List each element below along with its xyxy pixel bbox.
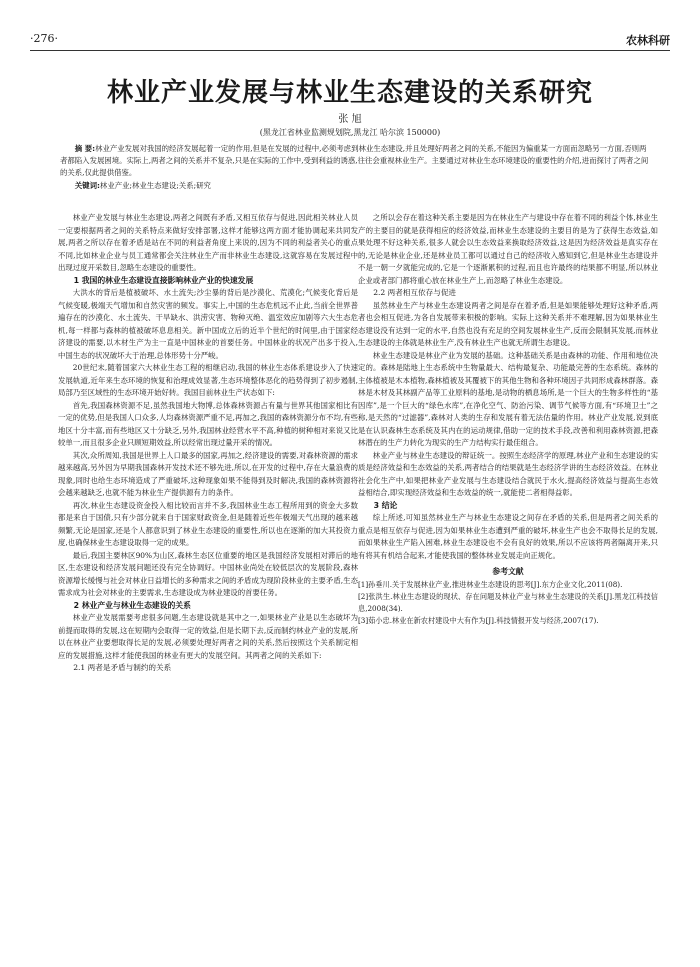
reference-item: [2]张洪生.林业生态建设的现状、存在问题及林业产业与林业生态建设的关系[J].黑龙江科技信息,2008(34). <box>358 591 658 613</box>
paragraph: 最后,我国主要林区90%为山区,森林生态区位重要的地区是我国经济发展相对滞后的地区,生态建设和经济发展问题还没有完全协调好。中国林业尚处在较低层次的发展阶段,森林资源增长缓慢与社会对林业日益增长的多种需求之间的矛盾成为现阶段林业的主要矛盾,生态需求成为社会对林业的主要需求,生态建设成为林业建设的首要任务。 <box>58 550 358 597</box>
paragraph: 其次,众所周知,我国是世界上人口最多的国家,再加之,经济建设的需要,对森林资源的需求越来越高,另外因为早期我国森林开发技术还不够先进,所以,在开发的过程中,存在大量浪费的现象,同时也给生态环境造成了严重破坏,这种现象如果不能得到及时解决,我国的森林资源将会越来越缺乏,也就不能为林业生产提供源有力的条件。 <box>58 450 359 497</box>
paragraph: 虽然林业生产与林业生态建设两者之间是存在着矛盾,但是如果能够处理好这种矛盾,两者也会相互促进,为各自发展带来积极的影响。实际上这种关系并不难理解,因为如果林业生态建设没有达到一定的水平,自然也没有充足的空间发展林业生产,反而会限制其发展,而林业生态建设的主体就是林业生产,没有林业生产也就无所谓生态建设。 <box>358 300 658 347</box>
section-heading: 1 我国的林业生态建设直接影响林业产业的快速发展 <box>73 275 254 285</box>
reference-item: [1]孙垂川.关于发展林业产业,推进林业生态建设的思考[J].东方企业文化,2011(08). <box>358 579 623 589</box>
paper-title: 林业产业发展与林业生态建设的关系研究 <box>106 78 593 108</box>
section-heading: 2 林业产业与林业生态建设的关系 <box>73 600 191 610</box>
keywords-text: 林业产业;林业生态建设;关系;研究 <box>99 180 211 190</box>
journal-name: 农林科研 <box>626 34 670 47</box>
paragraph: 林业产业与林业生态建设的辩证统一。按照生态经济学的原理,林业产业和生态建设的实质是经济效益和生态效益的关系,两者结合的结果就是生态经济学讲的生态经济效益。在林业社会化生产中,如果把林业产业发展与生态建设结合就民于水火,提高经济效益与提高生态效益相结合,即实现经济效益和生态效益的统一,就能使二者相得益彰。 <box>358 450 658 497</box>
paragraph: 之所以会存在着这种关系主要是因为在林业生产与建设中存在着不同的利益个体,林业生产的主要目的就是获得相应的经济效益,而林业生态建设的主要目的是为了获得生态效益,如果处理不好这种关系,很多人就会以生态效益来换取经济效益,这是因为经济效益是真实存在的,无论是林业企业,还是林业员工都可以通过自己的经济收入感知到它,但是林业生态建设并不是一朝一夕就能完成的,它是一个逐渐累积的过程,而且也许最终的结果都不明显,所以林业企业或者部门都将重心放在林业生产上,而忽略了林业生态建设。 <box>358 213 658 285</box>
abstract-text: 林业产业发展对我国的经济发展起着一定的作用,但是在发展的过程中,必须考虑到林业生态建设,并且处理好两者之间的关系,不能因为偏重某一方面而忽略另一方面,否则两者都陷入发展困境。实际上,两者之间的关系并不复杂,只是在实际的工作中,受到利益的诱惑,往往会重视林业生产。主要通过对林业生态环境建设的重要性的介绍,进而探讨了两者之间的关系,仅此提供借鉴。 <box>60 144 649 178</box>
references-heading: 参考文献 <box>492 567 524 576</box>
paragraph: 20世纪末,随着国家六大林业生态工程的相继启动,我国的林业生态体系建设步入了快速发展轨道,近年来生态环境的恢复和治理成效显著,生态环境整体恶化的趋势得到了初步遏制,局部乃至区域性的生态环境开始好转。我国目前林业生产状态如下: <box>58 363 358 397</box>
paragraph: 大洪水的背后是植被破坏、水土流失;沙尘暴的背后是沙漠化、荒漠化;气候变化背后是气候变暖,极端天气增加和自然灾害的频发。事实上,中国的生态危机远不止此,当前全世界普遍存在的沙漠化、水土流失、干旱缺水、洪涝灾害、物种灭绝、温室效应加剧等六大生态危机,每一样都与森林的植被破坏息息相关。新中国成立后的近半个世纪的时间里,由于国家经济建设的需要,以木材生产为主一直是中国林业的首要任务。中国林业的状况产出多于投入,中国生态的状况破坏大于治理,总体形势十分严峻。 <box>58 288 358 360</box>
page-number: ·276· <box>30 32 58 45</box>
running-header <box>30 28 670 48</box>
keywords <box>60 180 650 192</box>
paragraph: 综上所述,可知虽然林业生产与林业生态建设之间存在矛盾的关系,但是两者之间关系的重点是相互依存与促进,因为如果林业生态遭到严重的破坏,林业生产也会不取得长足的发展,而如果林业生产陷入困难,林业生态建设也不会有良好的效果,所以不应该将两者隔离开来,只有将其有机结合起来,才能使我国的整体林业发展走向正规化。 <box>358 513 658 560</box>
paragraph: 首先,我国森林资源不足,虽然我国地大物博,总体森林资源占有量与世界其他国家相比有一定的优势,但是我国人口众多,人均森林资源严重不足,再加之,我国的森林资源分布不均,有些地区十分丰富,而有些地区又十分缺乏,另外,我国林业经营水平不高,种植的树种相对来说又比较单一,而且很多企业只顾短期效益,所以经常出现过量开采的情况。 <box>58 400 358 447</box>
paragraph: 再次,林业生态建设资金投入相比较而言并不多,我国林业生态工程所用到的资金大多数都是来自于国债,只有少部分就来自于国家财政资金,但是随着近些年极端天气出现的越来越频繁,无论是国家,还是个人都意识到了林业生态建设的重要性,所以也在逐渐的加大其投资力度,也确保林业生态建设取得一定的成果。 <box>58 500 358 547</box>
subsection-heading: 2.2 两者相互依存与促进 <box>373 288 457 297</box>
left-column <box>58 212 358 675</box>
header-rule <box>30 50 670 51</box>
paragraph: 林业生态建设是林业产业为发展的基础。这种基础关系是由森林的功能、作用和地位决定的。森林是陆地上生态系统中生物量最大、结构最复杂、功能最完善的生态系统。森林的主体植被是木本植物,森林植被及其覆被下的其他生物和各种环境因子共同形成森林群落。森林是木材及其林副产品等工业原料的基地,是动物的栖息场所,是一个巨大的生物多样性的“基因库”,是一个巨大的“绿色水库”,在净化空气、防治污染、调节气候等方面,有“环境卫士”之称,是天然的“过滤器”,森林对人类的生存和发展有着无法估量的作用。林业产业发展,说到底是在认识森林生态系统及其内在的运动规律,借助一定的技术手段,改善和利用森林资源,把森林潜在的生产力转化为现实的生产力结构实行最佳组合。 <box>358 350 658 447</box>
paragraph: 林业产业发展与林业生态建设,两者之间既有矛盾,又相互依存与促进,因此相关林业人员一定要根据两者之间的关系特点来做好安排部署,这样才能够这两方面才能协调起来共同发展,两者之所以存在着矛盾是站在不同的利益者角度上来说的,因为不同的利益者关心的重点不同,比如林业企业与员工通常都会关注林业生产而非林业生态建设,这就容易在发展过程中出现过度开采数目,忽略生态建设的重要性。 <box>58 213 358 272</box>
section-heading: 3 结论 <box>373 500 398 510</box>
reference-item: [3]茹小忠.林业在新农村建设中大有作为[J].科技情报开发与经济,2007(17). <box>358 615 599 625</box>
affiliation: (黑龙江省林业监测规划院,黑龙江 哈尔滨 150000) <box>259 128 441 137</box>
author: 张 旭 <box>338 114 362 125</box>
keywords-label: 关键词: <box>74 180 100 190</box>
subsection-heading: 2.1 两者是矛盾与制约的关系 <box>73 663 172 672</box>
abstract <box>60 143 650 180</box>
abstract-label: 摘 要: <box>74 144 96 153</box>
right-column <box>358 212 658 627</box>
paragraph: 林业产业发展需要考虑很多问题,生态建设就是其中之一,如果林业产业是以生态破坏为前提而取得的发展,这在短期内会取得一定的效益,但是长期下去,反而制约林业产业的发展,所以在林业产业要想取得长足的发展,必须要处理好两者之间的关系,然后按照这个关系制定相应的发展措施,这样才能使我国的林业有更大的发展空间。其两者之间的关系如下: <box>58 613 358 660</box>
abstract-block <box>60 143 650 192</box>
